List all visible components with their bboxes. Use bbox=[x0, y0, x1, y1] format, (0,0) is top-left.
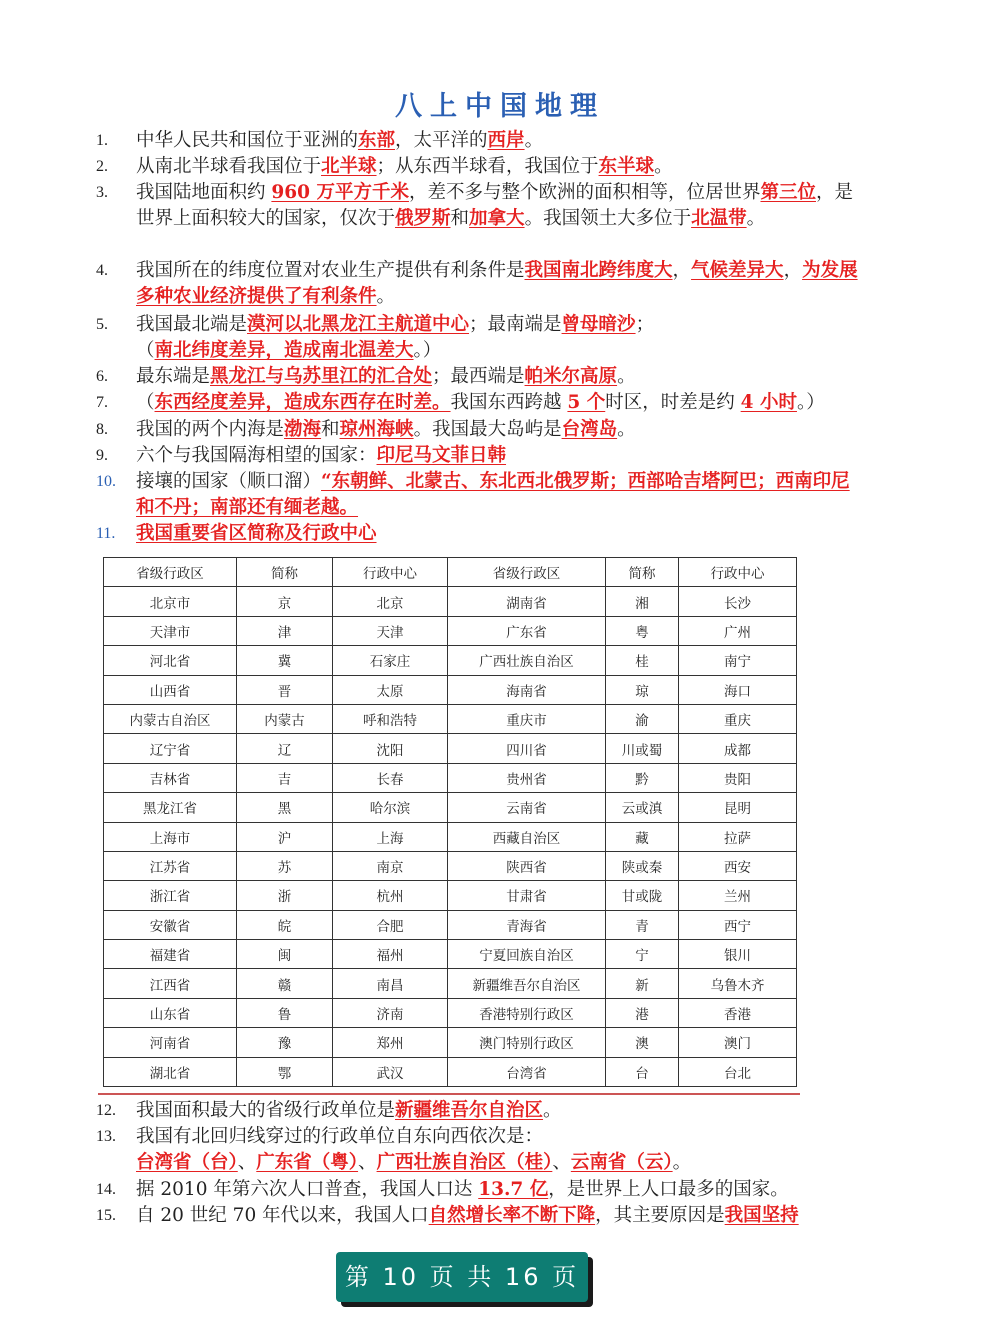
cell-province: 福建省 bbox=[104, 940, 237, 969]
cell-capital: 武汉 bbox=[333, 1057, 448, 1086]
text-segment: ， bbox=[783, 260, 803, 281]
text-segment: 我国有北回归线穿过的行政单位自东向西依次是： bbox=[136, 1126, 544, 1147]
page-indicator: 第 10 页 共 16 页 bbox=[336, 1252, 588, 1302]
list-item-text bbox=[136, 1098, 866, 1124]
province-table-body bbox=[104, 587, 797, 1087]
cell-province: 海南省 bbox=[448, 675, 606, 704]
answer-highlight: 为发展多种农业经济提供了有利条件 bbox=[136, 260, 858, 307]
answer-highlight: 台湾岛 bbox=[561, 419, 618, 440]
answer-highlight: 我国南北跨纬度大 bbox=[524, 260, 673, 281]
cell-abbr: 鲁 bbox=[237, 998, 333, 1027]
text-segment: ， bbox=[672, 260, 692, 281]
cell-capital: 香港 bbox=[679, 998, 797, 1027]
list-item-text bbox=[136, 180, 866, 232]
list-item-text bbox=[136, 443, 866, 469]
cell-province: 广西壮族自治区 bbox=[448, 646, 606, 675]
divider bbox=[98, 1093, 800, 1095]
list-item-number: 5. bbox=[96, 316, 108, 333]
cell-province: 安徽省 bbox=[104, 910, 237, 939]
answer-highlight: 第三位 bbox=[760, 182, 816, 203]
text-segment: 、 bbox=[237, 1152, 257, 1173]
table-row bbox=[104, 998, 797, 1027]
text-segment: 自 20 世纪 70 年代以来，我国人口 bbox=[136, 1205, 429, 1226]
text-segment: 我国最北端是 bbox=[136, 314, 248, 335]
answer-highlight: 我国重要省区简称及行政中心 bbox=[136, 523, 377, 544]
cell-province: 西藏自治区 bbox=[448, 822, 606, 851]
cell-capital: 南昌 bbox=[333, 969, 448, 998]
cell-province: 陕西省 bbox=[448, 851, 606, 880]
cell-capital: 成都 bbox=[679, 734, 797, 763]
cell-province: 河南省 bbox=[104, 1028, 237, 1057]
table-row bbox=[104, 675, 797, 704]
answer-highlight: 东西经度差异，造成东西存在时差。 bbox=[154, 392, 451, 413]
cell-capital: 乌鲁木齐 bbox=[679, 969, 797, 998]
text-segment: 、 bbox=[552, 1152, 571, 1173]
list-item-text bbox=[136, 1203, 866, 1229]
list-item-text bbox=[136, 128, 866, 154]
cell-capital: 天津 bbox=[333, 616, 448, 645]
list-item-text bbox=[136, 469, 866, 521]
cell-capital: 北京 bbox=[333, 587, 448, 616]
cell-capital: 郑州 bbox=[333, 1028, 448, 1057]
answer-highlight: 加拿大 bbox=[469, 208, 525, 229]
answer-highlight: 13.7 亿 bbox=[478, 1179, 549, 1200]
table-row bbox=[104, 881, 797, 910]
cell-capital: 贵阳 bbox=[679, 763, 797, 792]
province-table bbox=[103, 557, 797, 1087]
table-row bbox=[104, 1028, 797, 1057]
answer-highlight: 琼州海峡 bbox=[339, 419, 414, 440]
cell-abbr: 冀 bbox=[237, 646, 333, 675]
header-abbr: 简称 bbox=[606, 558, 679, 587]
text-segment: ，差不多与整个欧洲的面积相等，位居世界 bbox=[408, 182, 761, 203]
list-item-number: 4. bbox=[96, 262, 108, 279]
cell-province: 台湾省 bbox=[448, 1057, 606, 1086]
cell-abbr: 粤 bbox=[606, 616, 679, 645]
cell-abbr: 藏 bbox=[606, 822, 679, 851]
cell-province: 辽宁省 bbox=[104, 734, 237, 763]
list-item-text bbox=[136, 1177, 866, 1203]
cell-province: 澳门特别行政区 bbox=[448, 1028, 606, 1057]
cell-capital: 长沙 bbox=[679, 587, 797, 616]
list-item-text bbox=[136, 312, 866, 338]
answer-highlight: 渤海 bbox=[284, 419, 322, 440]
text-segment: ；最南端是 bbox=[469, 314, 562, 335]
cell-province: 贵州省 bbox=[448, 763, 606, 792]
cell-province: 甘肃省 bbox=[448, 881, 606, 910]
cell-abbr: 吉 bbox=[237, 763, 333, 792]
cell-province: 湖北省 bbox=[104, 1057, 237, 1086]
text-segment: 。 bbox=[672, 1152, 692, 1173]
text-segment: 和 bbox=[450, 208, 470, 229]
cell-abbr: 黑 bbox=[237, 793, 333, 822]
table-row bbox=[104, 763, 797, 792]
text-segment: 。 bbox=[617, 419, 636, 440]
list-item-number: 15. bbox=[96, 1207, 116, 1224]
list-item-number: 8. bbox=[96, 421, 108, 438]
answer-highlight: 新疆维吾尔自治区 bbox=[395, 1100, 544, 1121]
cell-capital: 南京 bbox=[333, 851, 448, 880]
cell-abbr: 鄂 bbox=[237, 1057, 333, 1086]
cell-province: 香港特别行政区 bbox=[448, 998, 606, 1027]
cell-abbr: 青 bbox=[606, 910, 679, 939]
cell-abbr: 陕或秦 bbox=[606, 851, 679, 880]
cell-abbr: 桂 bbox=[606, 646, 679, 675]
header-capital: 行政中心 bbox=[333, 558, 448, 587]
answer-highlight: 南北纬度差异，造成南北温差大 bbox=[154, 340, 414, 361]
cell-province: 吉林省 bbox=[104, 763, 237, 792]
answer-highlight: 东部 bbox=[358, 130, 396, 151]
cell-province: 内蒙古自治区 bbox=[104, 704, 237, 733]
text-segment: 时区，时差是约 bbox=[605, 392, 741, 413]
cell-abbr: 晋 bbox=[237, 675, 333, 704]
text-segment: ，其主要原因是 bbox=[595, 1205, 725, 1226]
answer-highlight: 印尼马文菲日韩 bbox=[376, 445, 507, 466]
page-title: 八上中国地理 bbox=[395, 91, 605, 122]
province-table-header bbox=[104, 558, 797, 587]
text-segment: ；从东西半球看，我国位于 bbox=[376, 156, 599, 177]
cell-capital: 海口 bbox=[679, 675, 797, 704]
cell-abbr: 苏 bbox=[237, 851, 333, 880]
text-segment: 。 bbox=[543, 1100, 562, 1121]
header-province: 省级行政区 bbox=[448, 558, 606, 587]
text-segment: （ bbox=[136, 392, 155, 413]
answer-highlight: 东半球 bbox=[598, 156, 655, 177]
list-item-number: 11. bbox=[96, 525, 116, 542]
cell-abbr: 新 bbox=[606, 969, 679, 998]
cell-capital: 福州 bbox=[333, 940, 448, 969]
answer-highlight: 西岸 bbox=[487, 130, 525, 151]
cell-province: 黑龙江省 bbox=[104, 793, 237, 822]
cell-capital: 沈阳 bbox=[333, 734, 448, 763]
text-segment: 。 bbox=[524, 130, 544, 151]
answer-highlight: “东朝鲜、北蒙古、东北西北俄罗斯；西部哈吉塔阿巴；西南印尼和不丹；南部还有缅老越。 bbox=[136, 471, 850, 518]
cell-abbr: 台 bbox=[606, 1057, 679, 1086]
table-row bbox=[104, 793, 797, 822]
cell-abbr: 赣 bbox=[237, 969, 333, 998]
header-capital: 行政中心 bbox=[679, 558, 797, 587]
list-item-text bbox=[136, 1150, 866, 1176]
cell-abbr: 港 bbox=[606, 998, 679, 1027]
cell-capital: 济南 bbox=[333, 998, 448, 1027]
list-item-number: 14. bbox=[96, 1181, 116, 1198]
cell-capital: 上海 bbox=[333, 822, 448, 851]
cell-capital: 太原 bbox=[333, 675, 448, 704]
list-item-number: 12. bbox=[96, 1102, 116, 1119]
cell-capital: 澳门 bbox=[679, 1028, 797, 1057]
cell-abbr: 渝 bbox=[606, 704, 679, 733]
cell-capital: 哈尔滨 bbox=[333, 793, 448, 822]
text-segment: 我国的两个内海是 bbox=[136, 419, 285, 440]
text-segment: 我国所在的纬度位置对农业生产提供有利条件是 bbox=[136, 260, 525, 281]
cell-capital: 石家庄 bbox=[333, 646, 448, 675]
list-item-number: 10. bbox=[96, 473, 116, 490]
cell-capital: 广州 bbox=[679, 616, 797, 645]
text-segment: 最东端是 bbox=[136, 366, 211, 387]
text-segment: ； bbox=[635, 314, 655, 335]
cell-abbr: 澳 bbox=[606, 1028, 679, 1057]
cell-capital: 长春 bbox=[333, 763, 448, 792]
text-segment: 接壤的国家（顺口溜） bbox=[136, 471, 322, 492]
text-segment: 六个与我国隔海相望的国家： bbox=[136, 445, 377, 466]
answer-highlight: 曾母暗沙 bbox=[561, 314, 636, 335]
list-item-text bbox=[136, 154, 866, 180]
answer-highlight: 自然增长率不断下降 bbox=[428, 1205, 596, 1226]
answer-highlight: 960 万平方千米 bbox=[271, 182, 409, 203]
cell-abbr: 湘 bbox=[606, 587, 679, 616]
cell-province: 云南省 bbox=[448, 793, 606, 822]
answer-highlight: 北半球 bbox=[321, 156, 377, 177]
text-segment: ，太平洋的 bbox=[395, 130, 488, 151]
cell-abbr: 云或滇 bbox=[606, 793, 679, 822]
answer-highlight: 广西壮族自治区（桂） bbox=[376, 1152, 553, 1173]
table-row bbox=[104, 587, 797, 616]
cell-capital: 西宁 bbox=[679, 910, 797, 939]
list-item-number: 7. bbox=[96, 394, 108, 411]
text-segment: 。我国领土大多位于 bbox=[524, 208, 692, 229]
cell-abbr: 津 bbox=[237, 616, 333, 645]
cell-province: 山西省 bbox=[104, 675, 237, 704]
list-item-text bbox=[136, 338, 866, 364]
cell-province: 天津市 bbox=[104, 616, 237, 645]
cell-abbr: 闽 bbox=[237, 940, 333, 969]
answer-highlight: 5 个 bbox=[567, 392, 606, 413]
list-item-text bbox=[136, 521, 866, 547]
list-item-number: 1. bbox=[96, 132, 108, 149]
cell-province: 浙江省 bbox=[104, 881, 237, 910]
cell-province: 青海省 bbox=[448, 910, 606, 939]
answer-highlight: 帕米尔高原 bbox=[524, 366, 618, 387]
cell-capital: 合肥 bbox=[333, 910, 448, 939]
answer-highlight: 我国坚持 bbox=[724, 1205, 799, 1226]
text-segment: ，是世界上人口最多的国家。 bbox=[548, 1179, 789, 1200]
text-segment: 。 bbox=[617, 366, 636, 387]
table-row bbox=[104, 910, 797, 939]
cell-capital: 银川 bbox=[679, 940, 797, 969]
answer-highlight: 4 小时 bbox=[740, 392, 797, 413]
list-item-text bbox=[136, 364, 866, 390]
list-item-number: 3. bbox=[96, 184, 108, 201]
text-segment: 。 bbox=[746, 208, 766, 229]
cell-province: 北京市 bbox=[104, 587, 237, 616]
cell-capital: 杭州 bbox=[333, 881, 448, 910]
cell-abbr: 京 bbox=[237, 587, 333, 616]
cell-province: 河北省 bbox=[104, 646, 237, 675]
cell-province: 山东省 bbox=[104, 998, 237, 1027]
table-row bbox=[104, 734, 797, 763]
text-segment: （ bbox=[136, 340, 155, 361]
list-item-text bbox=[136, 390, 866, 416]
cell-abbr: 川或蜀 bbox=[606, 734, 679, 763]
cell-province: 新疆维吾尔自治区 bbox=[448, 969, 606, 998]
answer-highlight: 漠河以北黑龙江主航道中心 bbox=[247, 314, 470, 335]
table-row bbox=[104, 704, 797, 733]
cell-abbr: 豫 bbox=[237, 1028, 333, 1057]
text-segment: 。） bbox=[796, 392, 825, 413]
answer-highlight: 广东省（粤） bbox=[256, 1152, 359, 1173]
header-abbr: 简称 bbox=[237, 558, 333, 587]
answer-highlight: 云南省（云） bbox=[570, 1152, 673, 1173]
text-segment: 。 bbox=[376, 286, 396, 307]
cell-capital: 拉萨 bbox=[679, 822, 797, 851]
cell-province: 上海市 bbox=[104, 822, 237, 851]
cell-abbr: 宁 bbox=[606, 940, 679, 969]
list-item-number: 6. bbox=[96, 368, 108, 385]
text-segment: 中华人民共和国位于亚洲的 bbox=[136, 130, 359, 151]
cell-capital: 呼和浩特 bbox=[333, 704, 448, 733]
cell-abbr: 琼 bbox=[606, 675, 679, 704]
cell-abbr: 皖 bbox=[237, 910, 333, 939]
answer-highlight: 黑龙江与乌苏里江的汇合处 bbox=[210, 366, 433, 387]
cell-province: 四川省 bbox=[448, 734, 606, 763]
cell-capital: 昆明 bbox=[679, 793, 797, 822]
answer-highlight: 台湾省（台） bbox=[136, 1152, 238, 1173]
answer-highlight: 俄罗斯 bbox=[395, 208, 451, 229]
cell-province: 湖南省 bbox=[448, 587, 606, 616]
cell-province: 江西省 bbox=[104, 969, 237, 998]
table-row bbox=[104, 851, 797, 880]
text-segment: ；最西端是 bbox=[432, 366, 525, 387]
answer-highlight: 气候差异大 bbox=[691, 260, 784, 281]
cell-abbr: 内蒙古 bbox=[237, 704, 333, 733]
cell-capital: 西安 bbox=[679, 851, 797, 880]
cell-province: 江苏省 bbox=[104, 851, 237, 880]
cell-capital: 重庆 bbox=[679, 704, 797, 733]
cell-capital: 台北 bbox=[679, 1057, 797, 1086]
text-segment: ，是世界上面积较大的国家，仅次于 bbox=[136, 182, 853, 229]
table-row bbox=[104, 1057, 797, 1086]
cell-province: 重庆市 bbox=[448, 704, 606, 733]
list-item-text bbox=[136, 417, 866, 443]
cell-abbr: 甘或陇 bbox=[606, 881, 679, 910]
table-row bbox=[104, 969, 797, 998]
cell-province: 宁夏回族自治区 bbox=[448, 940, 606, 969]
text-segment: 据 2010 年第六次人口普查，我国人口达 bbox=[136, 1179, 479, 1200]
cell-abbr: 黔 bbox=[606, 763, 679, 792]
header-province: 省级行政区 bbox=[104, 558, 237, 587]
table-row bbox=[104, 646, 797, 675]
text-segment: 我国面积最大的省级行政单位是 bbox=[136, 1100, 396, 1121]
table-row bbox=[104, 616, 797, 645]
cell-capital: 南宁 bbox=[679, 646, 797, 675]
cell-abbr: 浙 bbox=[237, 881, 333, 910]
answer-highlight: 北温带 bbox=[691, 208, 747, 229]
list-item-text bbox=[136, 1124, 866, 1150]
cell-abbr: 辽 bbox=[237, 734, 333, 763]
table-row bbox=[104, 940, 797, 969]
list-item-text bbox=[136, 258, 866, 310]
cell-province: 广东省 bbox=[448, 616, 606, 645]
text-segment: 。 bbox=[654, 156, 673, 177]
text-segment: 我国东西跨越 bbox=[450, 392, 568, 413]
list-item-number: 13. bbox=[96, 1128, 116, 1145]
cell-abbr: 沪 bbox=[237, 822, 333, 851]
text-segment: 。我国最大岛屿是 bbox=[413, 419, 562, 440]
text-segment: 和 bbox=[321, 419, 340, 440]
list-item-number: 9. bbox=[96, 447, 108, 464]
text-segment: 我国陆地面积约 bbox=[136, 182, 272, 203]
cell-capital: 兰州 bbox=[679, 881, 797, 910]
list-item-number: 2. bbox=[96, 158, 108, 175]
text-segment: 。） bbox=[413, 340, 442, 361]
table-row bbox=[104, 822, 797, 851]
text-segment: 、 bbox=[358, 1152, 377, 1173]
text-segment: 从南北半球看我国位于 bbox=[136, 156, 322, 177]
